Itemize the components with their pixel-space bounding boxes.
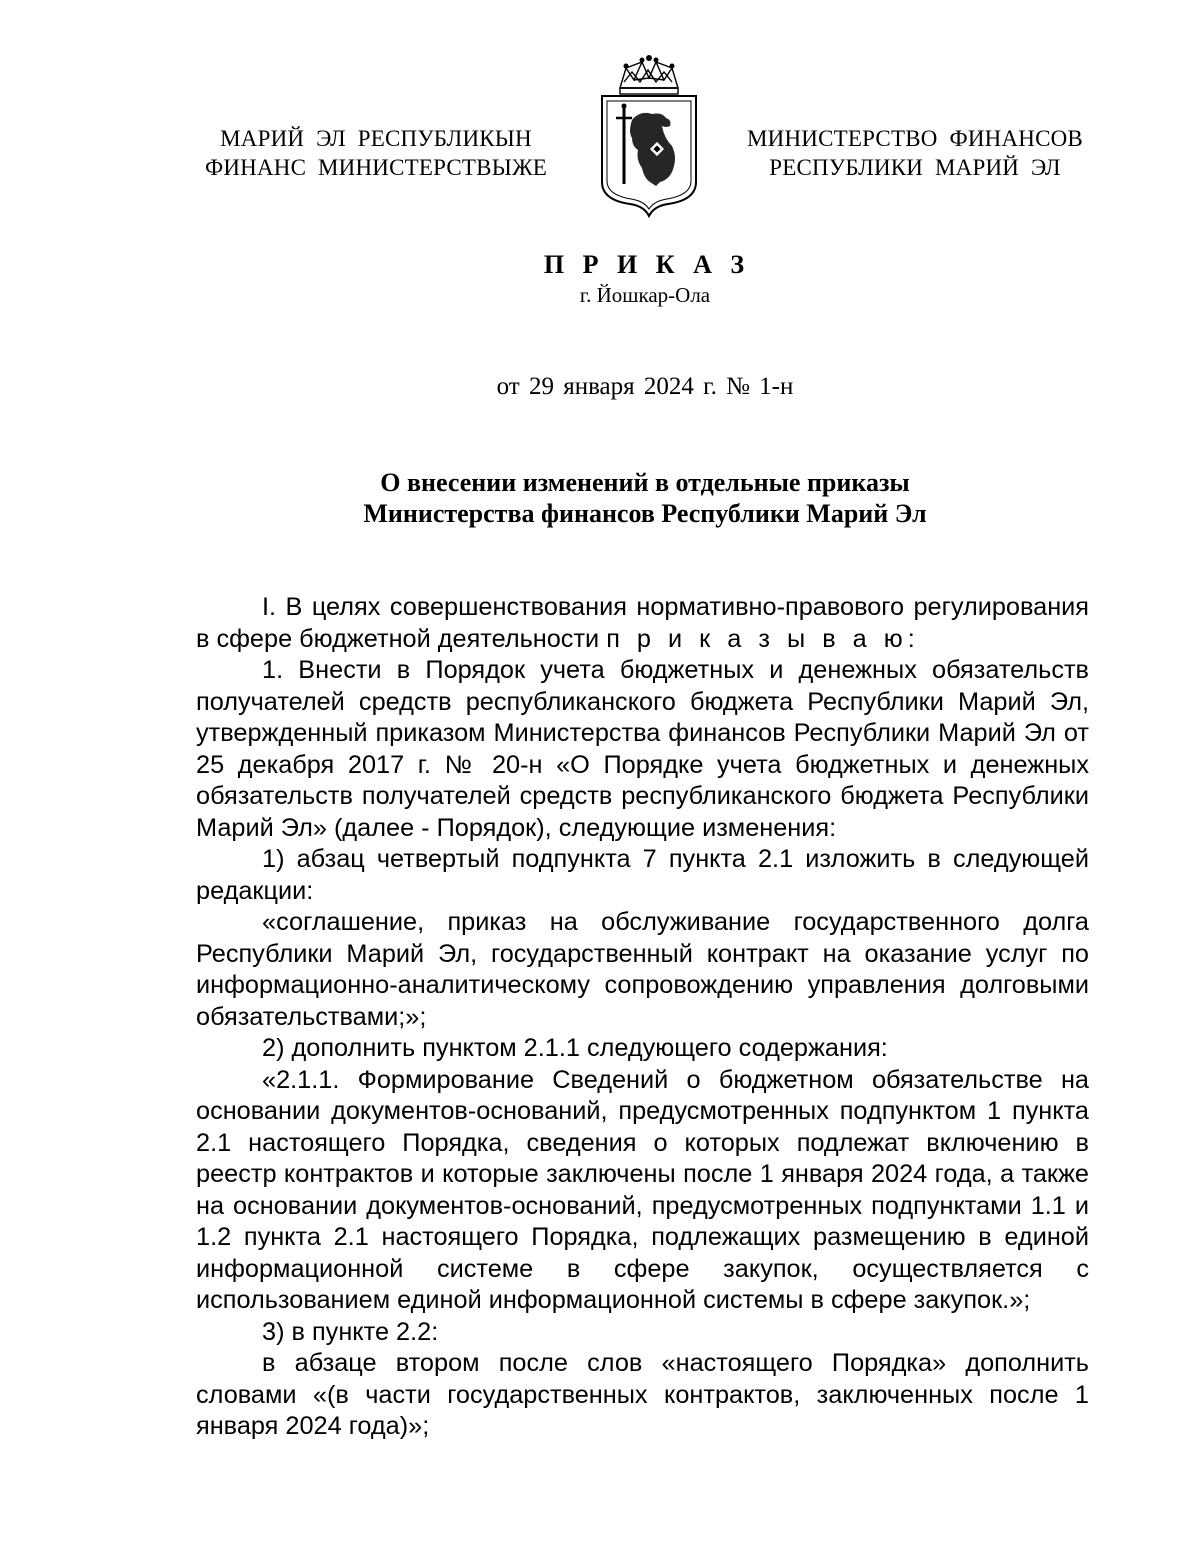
paragraph-preamble: [196, 592, 1089, 655]
document-type-title: П Р И К А З: [543, 250, 751, 279]
header-right-org-name: МИНИСТЕРСТВО ФИНАНСОВ РЕСПУБЛИКИ МАРИЙ ЭЛ: [747, 126, 1083, 180]
coat-of-arms-icon: [596, 54, 702, 220]
paragraph-quote-1: «соглашение, приказ на обслуживание государственного долга Республики Марий Эл, государственный контракт на оказание услуг по информационно-аналитическому сопровождению управления долговыми обязательствами;»;: [196, 908, 1089, 1031]
document-body: [196, 592, 1089, 1443]
subject-line-1: О внесении изменений в отдельные приказы: [380, 468, 910, 497]
paragraph-subitem-3: 3) в пункте 2.2:: [262, 1317, 439, 1346]
paragraph-subitem-2: 2) дополнить пунктом 2.1.1 следующего содержания:: [262, 1034, 888, 1062]
document-subject: [0, 467, 1200, 529]
document-city: г. Йошкар-Ола: [579, 283, 711, 307]
paragraph-subitem-1: 1) абзац четвертый подпункта 7 пункта 2.1 изложить в следующей редакции:: [196, 845, 1089, 905]
preamble-text: I. В целях совершенствования нормативно-правового регулирования в сфере бюджетной деятельности: [196, 593, 1089, 653]
document-date-number: от 29 января 2024 г. № 1-н: [496, 373, 794, 400]
paragraph-item-1: 1. Внести в Порядок учета бюджетных и денежных обязательств получателей средств республиканского бюджета Республики Марий Эл, утвержденный приказом Министерства финансов Республики Марий Эл от 25 декабря 2017 г. № 20-н «О Порядке учета бюджетных и денежных обязательств получателей средств республиканского бюджета Республики Марий Эл» (далее - Порядок), следующие изменения:: [196, 656, 1089, 842]
paragraph-amendment: в абзаце втором после слов «настоящего Порядка» дополнить словами «(в части государственных контрактов, заключенных после 1 января 2024 года)»;: [196, 1349, 1089, 1440]
order-word: п р и к а з ы в а ю:: [606, 624, 920, 653]
paragraph-quote-2: «2.1.1. Формирование Сведений о бюджетном обязательстве на основании документов-оснований, предусмотренных подпунктом 1 пункта 2.1 настоящего Порядка, сведения о которых подлежат включению в реестр контрактов и которые заключены после 1 января 2024 года, а также на основании документов-оснований, предусмотренных подпунктами 1.1 и 1.2 пункта 2.1 настоящего Порядка, подлежащих размещению в единой информационной системе в сфере закупок, осуществляется с использованием единой информационной системы в сфере закупок.»;: [196, 1065, 1089, 1314]
header-left-org-name: МАРИЙ ЭЛ РЕСПУБЛИКЫН ФИНАНС МИНИСТЕРСТВЫЖЕ: [204, 126, 548, 180]
subject-line-2: Министерства финансов Республики Марий Эл: [363, 499, 927, 528]
